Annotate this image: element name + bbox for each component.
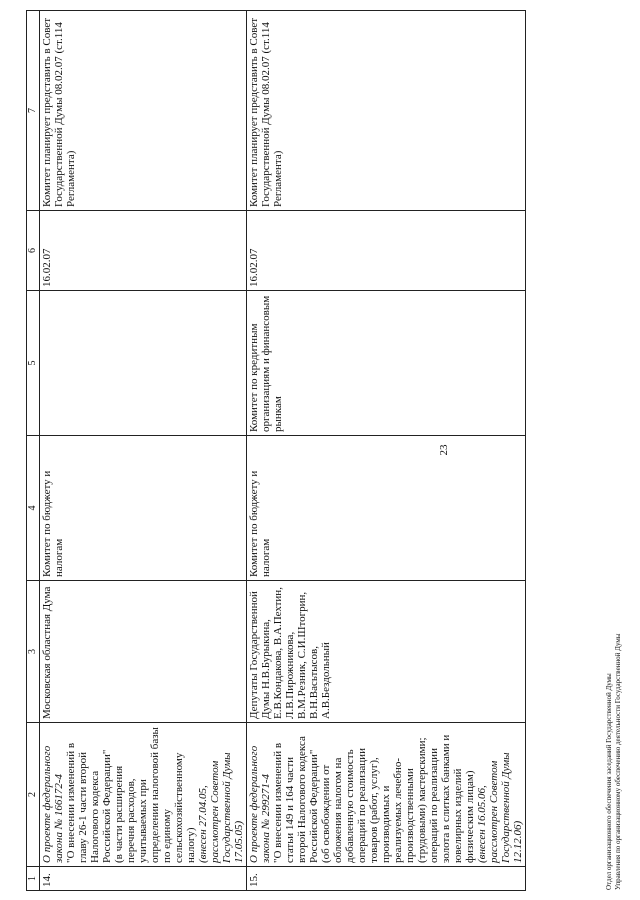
table-row [40,11,247,891]
co-committee-cell: Комитет по кредитным организациям и финансовым рынкам [247,291,526,436]
column-header: 6 [27,211,40,291]
bill-subject-cell [247,723,526,867]
initiator-cell: Депутаты Государственной Думы Н.В.Бурыкина, Е.В.Кондакова, В.А.Пехтин, Л.В.Пирожникова, В.М.Резник, С.И.Штогрин, В.Н.Васьтысов, А.В.Бездольный [247,581,526,723]
footer-line: Отдел организационного обеспечения заседаний Государственной Думы [605,673,613,890]
page-number: 23 [438,444,450,456]
column-header: 5 [27,291,40,436]
table-row [247,11,526,891]
committee-cell: Комитет по бюджету и налогам [40,436,247,581]
footer [605,634,623,890]
initiator-cell: Московская областная Дума [40,581,247,723]
bill-number: О проекте федерального закона № 166172-4 [41,745,65,863]
plan-cell: Комитет планирует представить в Совет Государственной Думы 08.02.07 (ст.114 Регламента) [247,11,526,211]
bill-status: (внесен 27.04.05, рассмотрен Советом Государственной Думы 17.05.05) [197,752,245,863]
column-header: 4 [27,436,40,581]
committee-cell: Комитет по бюджету и налогам [247,436,526,581]
co-committee-cell [40,291,247,436]
bill-name: "О внесении изменений в главу 26-1 части второй Налогового кодекса Российской Федерации" [65,742,113,863]
date-cell: 16.02.07 [247,211,526,291]
bill-subject-cell [40,723,247,867]
column-header: 3 [27,581,40,723]
column-header-row [27,11,40,891]
footer-line: Управления по организационному обеспечению деятельности Государственной Думы [614,633,622,890]
bill-status: (внесен 16.05.06, рассмотрен Советом Государственной Думы 12.12.06) [476,752,524,863]
bill-name: "О внесении изменений в статьи 149 и 164 части второй Налогового кодекса Российской Федерации" [272,736,320,863]
column-header: 1 [27,867,40,891]
bill-note: (об освобождении от обложения налогом на добавленную стоимость операций по реализации товаров (работ, услуг), производимых и реализуемых лечебно-производственными (трудовыми) мастерскими; операций по реализации золота в слитках банками и ювелирных изделий физическим лицам) [320,734,476,863]
bill-number: О проекте федерального закона № 299271-4 [248,745,272,863]
row-number: 15. [247,867,526,891]
bills-table [26,10,526,891]
column-header: 2 [27,723,40,867]
row-number: 14. [40,867,247,891]
bill-note: (в части расширения перечня расходов, учитываемых при определении налоговой базы по единому сельскохозяйственному налогу) [113,727,197,863]
column-header: 7 [27,11,40,211]
date-cell: 16.02.07 [40,211,247,291]
plan-cell: Комитет планирует представить в Совет Государственной Думы 08.02.07 (ст.114 Регламента) [40,11,247,211]
